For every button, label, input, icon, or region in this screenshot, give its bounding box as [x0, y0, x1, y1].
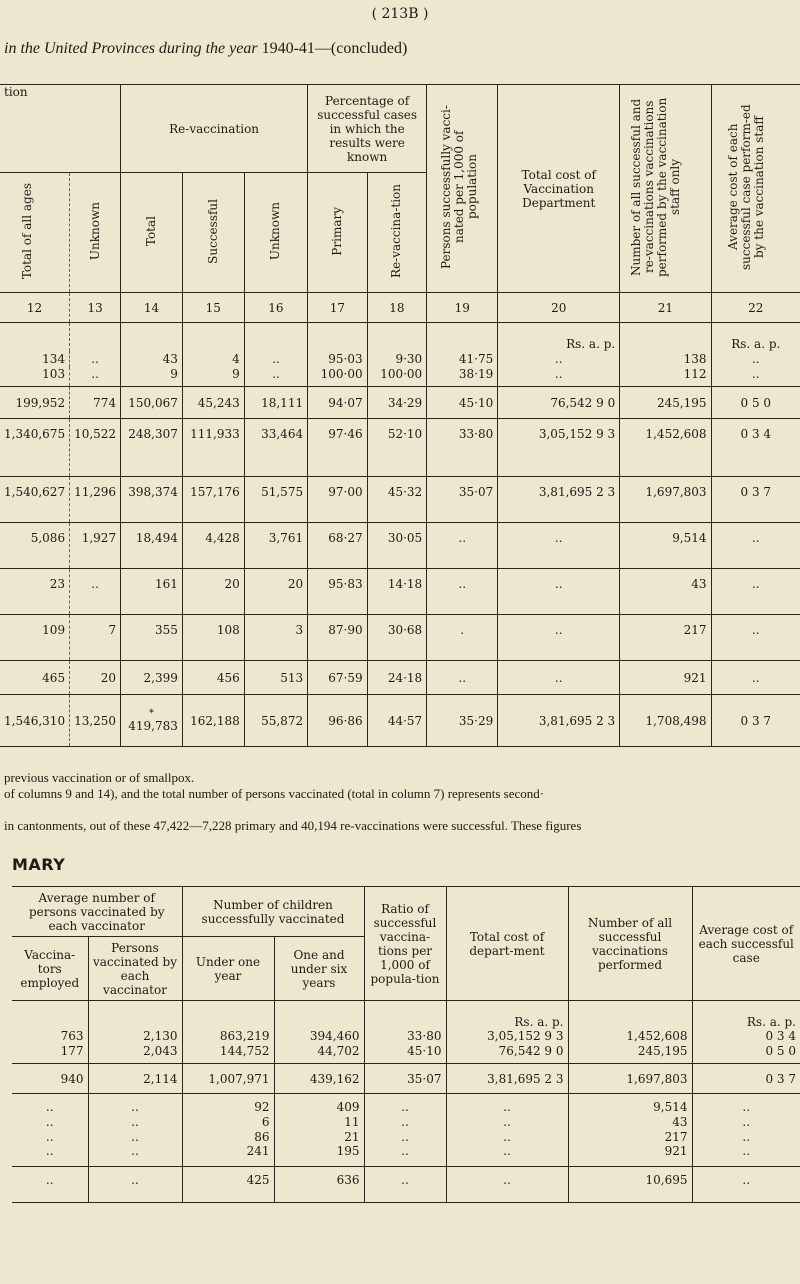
table-cell: 1,007,971: [182, 1064, 274, 1094]
table-cell: 1,340,675: [0, 419, 70, 477]
table-cell: ..: [692, 1144, 800, 1166]
table-cell: 76,542 9 0: [498, 387, 620, 419]
table-cell: 394,460: [274, 1029, 364, 1044]
table-cell: 157,176: [182, 477, 244, 523]
header-group-percentage: Percentage of successful cases in which the results were known: [308, 85, 427, 173]
table-cell: 2,114: [88, 1064, 182, 1094]
header-col18: Re-vaccina-tion: [367, 173, 427, 293]
header-under-one: Under one year: [182, 937, 274, 1001]
header-vaccinators: Vaccina-tors employed: [12, 937, 88, 1001]
table-cell: ..: [88, 1144, 182, 1166]
table-cell: ..: [498, 661, 620, 695]
table-cell: 45·10: [364, 1044, 446, 1064]
table-cell: ..: [692, 1166, 800, 1202]
table-cell: 13: [70, 293, 121, 323]
table-cell: ..: [446, 1144, 568, 1166]
table-cell: 3,05,152 9 3: [446, 1029, 568, 1044]
header-group-revaccination: Re-vaccination: [121, 85, 308, 173]
table-cell: 3,81,695 2 3: [446, 1064, 568, 1094]
table-cell: 23: [0, 569, 70, 615]
table-cell: ..: [692, 1114, 800, 1129]
summary-title: MARY: [12, 855, 66, 874]
table-cell: 1,927: [70, 523, 121, 569]
table-cell: ..: [711, 351, 800, 367]
table-cell: 1,540,627: [0, 477, 70, 523]
table-row: [0, 419, 800, 477]
header-col14: Total: [121, 173, 183, 293]
table-cell: 103: [0, 367, 70, 387]
table-cell: 24·18: [367, 661, 427, 695]
table-cell: Rs. a. p.: [711, 323, 800, 351]
header-total-cost: Total cost of depart-ment: [446, 887, 568, 1001]
table-row: [0, 615, 800, 661]
table-cell: 763: [60, 1029, 84, 1043]
summary-row: [12, 1094, 800, 1115]
table-cell: ..: [45, 1100, 54, 1114]
table-cell: 43: [620, 569, 711, 615]
table-cell: ..: [88, 1129, 182, 1144]
table-cell: 35·29: [427, 695, 498, 747]
table-cell: 3: [244, 615, 307, 661]
table-cell: 5,086: [0, 523, 70, 569]
table-cell: ..: [364, 1144, 446, 1166]
summary-units-row: [12, 1001, 800, 1029]
table-cell: 1,708,498: [620, 695, 711, 747]
table-cell: 9,514: [620, 523, 711, 569]
summary-row: [12, 1029, 800, 1044]
table-cell: 15: [182, 293, 244, 323]
table-cell: 2,043: [88, 1044, 182, 1064]
table-cell: 22: [711, 293, 800, 323]
table-cell: Rs. a. p.: [498, 323, 620, 351]
table-cell: ..: [12, 1166, 88, 1202]
table-cell: 0 3 7: [711, 695, 800, 747]
table-cell: 68·27: [308, 523, 368, 569]
table-cell: 3,81,695 2 3: [498, 695, 620, 747]
table-cell: 4,428: [182, 523, 244, 569]
table-cell: 150,067: [121, 387, 183, 419]
table-cell: ..: [427, 569, 498, 615]
table-cell: ..: [711, 615, 800, 661]
header-col16: Unknown: [244, 173, 307, 293]
table-cell: 95·03: [308, 351, 368, 367]
table-cell: ..: [364, 1166, 446, 1202]
table-cell: 44,702: [274, 1044, 364, 1064]
header-col19: Persons successfully vacci-nated per 1,000 of population: [427, 85, 498, 293]
table-cell: 109: [0, 615, 70, 661]
table-cell: 456: [182, 661, 244, 695]
header-col21: Number of all successful and re-vaccinations vaccinations performed by the vaccination staff only: [620, 85, 711, 293]
table-cell: ..: [711, 569, 800, 615]
table-cell: 33,464: [244, 419, 307, 477]
table-cell: 33·80: [427, 419, 498, 477]
table-cell: ..: [45, 1114, 54, 1129]
table-cell: 86: [182, 1129, 274, 1144]
table-cell: ..: [70, 569, 121, 615]
table-cell: ..: [427, 523, 498, 569]
table-cell: 134: [42, 351, 66, 366]
header-col15: Successful: [182, 173, 244, 293]
header-col12: Total of all ages: [0, 173, 70, 293]
table-cell: 44·57: [367, 695, 427, 747]
table-cell: ..: [498, 569, 620, 615]
table-cell: 636: [274, 1166, 364, 1202]
table-row: [0, 387, 800, 419]
table-cell: Rs. a. p.: [446, 1001, 568, 1029]
table-cell: ..: [88, 1094, 182, 1115]
table-cell: 95·83: [308, 569, 368, 615]
table-cell: 940: [12, 1064, 88, 1094]
header-group-left: tion: [4, 85, 28, 99]
table-cell: Rs. a. p.: [692, 1001, 800, 1029]
table-cell: 16: [244, 293, 307, 323]
summary-table: [12, 886, 800, 1203]
table-cell: 10,695: [568, 1166, 692, 1202]
table-cell: 217: [568, 1129, 692, 1144]
table-cell: 162,188: [182, 695, 244, 747]
table-cell: 0 5 0: [711, 387, 800, 419]
table-cell: 1,546,310: [0, 695, 70, 747]
table-cell: 921: [568, 1144, 692, 1166]
table-cell: 7: [70, 615, 121, 661]
table-cell: ..: [70, 351, 121, 367]
table-cell: 217: [620, 615, 711, 661]
summary-row-total: [12, 1166, 800, 1202]
table-cell: 35·07: [427, 477, 498, 523]
note-line-2: of columns 9 and 14), and the total number of persons vaccinated (total in column 7) represents second·: [4, 786, 545, 801]
table-cell: 9: [182, 367, 244, 387]
table-cell: 10,522: [70, 419, 121, 477]
summary-row: [12, 1114, 800, 1129]
table-cell: 12: [0, 293, 70, 323]
asterisk-mark: *: [148, 707, 154, 719]
table-cell: 2,399: [121, 661, 183, 695]
column-number-row: [0, 293, 800, 323]
table-cell: 45·10: [427, 387, 498, 419]
header-group-children: Number of children successfully vaccinated: [182, 887, 364, 937]
table-cell: 248,307: [121, 419, 183, 477]
table-cell: 97·46: [308, 419, 368, 477]
table-cell: 863,219: [182, 1029, 274, 1044]
table-cell: ..: [12, 1144, 88, 1166]
table-cell: 195: [274, 1144, 364, 1166]
table-cell: 409: [274, 1094, 364, 1115]
header-col22: Average cost of each successful case perform-ed by the vaccination staff: [711, 85, 800, 293]
table-cell: 439,162: [274, 1064, 364, 1094]
table-cell: ..: [446, 1166, 568, 1202]
caption-year: 1940-41: [261, 40, 315, 57]
table-cell: 20: [182, 569, 244, 615]
table-cell: 43: [121, 351, 183, 367]
table-cell: 19: [427, 293, 498, 323]
table-cell: 425: [182, 1166, 274, 1202]
table-cell: 100·00: [367, 367, 427, 387]
table-cell: ..: [427, 661, 498, 695]
table-cell: 199,952: [0, 387, 70, 419]
summary-row: [12, 1144, 800, 1166]
note-line-1: previous vaccination or of smallpox.: [4, 770, 195, 785]
table-cell: 20: [70, 661, 121, 695]
table-cell: 1,697,803: [620, 477, 711, 523]
table-cell: 14·18: [367, 569, 427, 615]
table-cell: 245,195: [568, 1044, 692, 1064]
table-cell: 18,494: [121, 523, 183, 569]
table-cell: ..: [711, 661, 800, 695]
header-average-cost: Average cost of each successful case: [692, 887, 800, 1001]
table-cell: 0 3 7: [711, 477, 800, 523]
table-cell: 100·00: [308, 367, 368, 387]
table-cell: 1,452,608: [620, 419, 711, 477]
table-cell: 45,243: [182, 387, 244, 419]
header-ratio: Ratio of successful vaccina-tions per 1,000 of popula-tion: [364, 887, 446, 1001]
table-cell: 13,250: [70, 695, 121, 747]
table-cell: 21: [620, 293, 711, 323]
table-cell: ..: [70, 367, 121, 387]
table-cell: 161: [121, 569, 183, 615]
table-cell: 1,697,803: [568, 1064, 692, 1094]
page-caption: [4, 40, 407, 58]
header-col20: Total cost of Vaccination Department: [498, 85, 620, 293]
table-cell: 97·00: [308, 477, 368, 523]
table-cell: 774: [70, 387, 121, 419]
table-cell: 18: [367, 293, 427, 323]
table-cell: ..: [88, 1166, 182, 1202]
table-cell: 111,933: [182, 419, 244, 477]
table-cell: ..: [498, 615, 620, 661]
table-cell: ..: [364, 1129, 446, 1144]
table-cell: 398,374: [121, 477, 183, 523]
table-cell: 17: [308, 293, 368, 323]
table-cell: 92: [182, 1094, 274, 1115]
header-persons: Persons vaccinated by each vaccinator: [88, 937, 182, 1001]
caption-suffix: —(concluded): [314, 40, 408, 57]
table-cell: 87·90: [308, 615, 368, 661]
table-cell: ..: [45, 1129, 54, 1144]
table-cell: 9·30: [367, 351, 427, 367]
table-cell: 55,872: [244, 695, 307, 747]
table-cell: 11,296: [70, 477, 121, 523]
table-cell: 513: [244, 661, 307, 695]
summary-row: [12, 1129, 800, 1144]
header-number-all: Number of all successful vaccinations performed: [568, 887, 692, 1001]
table-cell: 96·86: [308, 695, 368, 747]
table-cell: 52·10: [367, 419, 427, 477]
table-cell: 76,542 9 0: [446, 1044, 568, 1064]
table-cell: 245,195: [620, 387, 711, 419]
table-cell: ..: [498, 367, 620, 387]
table-cell: 0 5 0: [692, 1044, 800, 1064]
table-row: [0, 661, 800, 695]
table-cell: 9,514: [568, 1094, 692, 1115]
table-cell: 177: [12, 1044, 88, 1064]
table-cell: 41·75: [427, 351, 498, 367]
table-cell: 20: [498, 293, 620, 323]
table-row: [0, 523, 800, 569]
page-number: ( 213B ): [371, 6, 429, 22]
table-cell: 43: [568, 1114, 692, 1129]
table-cell: 2,130: [88, 1029, 182, 1044]
table-row: [0, 569, 800, 615]
table-row: [0, 351, 800, 367]
units-row: [0, 323, 800, 351]
table-cell: .: [427, 615, 498, 661]
table-cell: 0 3 4: [711, 419, 800, 477]
table-cell: 9: [121, 367, 183, 387]
header-group-avg: Average number of persons vaccinated by each vaccinator: [12, 887, 182, 937]
table-row: [0, 477, 800, 523]
table-cell: ..: [498, 351, 620, 367]
note-line-3: in cantonments, out of these 47,422—7,228 primary and 40,194 re-vaccinations were successful. These figures: [4, 818, 582, 833]
caption-prefix: in the United Provinces during the year: [4, 40, 258, 57]
table-cell: 51,575: [244, 477, 307, 523]
table-cell: 355: [121, 615, 183, 661]
table-cell: ..: [364, 1094, 446, 1115]
table-cell: ..: [446, 1129, 568, 1144]
table-cell: 241: [182, 1144, 274, 1166]
table-cell: 21: [274, 1129, 364, 1144]
table-cell: ..: [498, 523, 620, 569]
table-cell: 14: [121, 293, 183, 323]
summary-row: [12, 1044, 800, 1064]
table-cell: 45·32: [367, 477, 427, 523]
table-cell: 38·19: [427, 367, 498, 387]
table-cell: 1,452,608: [568, 1029, 692, 1044]
table-cell: 921: [620, 661, 711, 695]
table-cell: 34·29: [367, 387, 427, 419]
table-cell: 3,81,695 2 3: [498, 477, 620, 523]
table-cell: 112: [620, 367, 711, 387]
table-cell: 138: [620, 351, 711, 367]
table-cell: ..: [711, 523, 800, 569]
table-cell: 94·07: [308, 387, 368, 419]
table-cell: ..: [446, 1114, 568, 1129]
table-cell: ..: [364, 1114, 446, 1129]
table-row: [0, 367, 800, 387]
table-cell: 4: [182, 351, 244, 367]
table-cell: ..: [244, 367, 307, 387]
table-cell: ..: [692, 1094, 800, 1115]
table-cell: 144,752: [182, 1044, 274, 1064]
table-cell: 465: [0, 661, 70, 695]
table-cell: 0 3 7: [692, 1064, 800, 1094]
table-cell: 0 3 4: [692, 1029, 800, 1044]
summary-row-total: [12, 1064, 800, 1094]
upper-table: [0, 84, 800, 747]
table-cell: 35·07: [364, 1064, 446, 1094]
header-one-six: One and under six years: [274, 937, 364, 1001]
table-cell: 30·05: [367, 523, 427, 569]
table-cell: 6: [182, 1114, 274, 1129]
table-cell: 108: [182, 615, 244, 661]
table-cell: 67·59: [308, 661, 368, 695]
table-cell: ..: [446, 1094, 568, 1115]
table-cell: 30·68: [367, 615, 427, 661]
header-col13: Unknown: [70, 173, 121, 293]
table-cell: ..: [88, 1114, 182, 1129]
table-cell: 3,761: [244, 523, 307, 569]
header-col17: Primary: [308, 173, 368, 293]
table-cell: ..: [244, 351, 307, 367]
table-cell: 20: [244, 569, 307, 615]
table-cell: 3,05,152 9 3: [498, 419, 620, 477]
table-cell: 33·80: [364, 1029, 446, 1044]
table-row-total: 1,546,310 13,250 * 419,783 162,188 55,872 96·86 44·57 35·29 3,81,695 2 3 1,708,498 0 3 7: [0, 695, 800, 747]
table-cell: 18,111: [244, 387, 307, 419]
table-cell: 11: [274, 1114, 364, 1129]
table-cell: ..: [711, 367, 800, 387]
table-cell: ..: [692, 1129, 800, 1144]
